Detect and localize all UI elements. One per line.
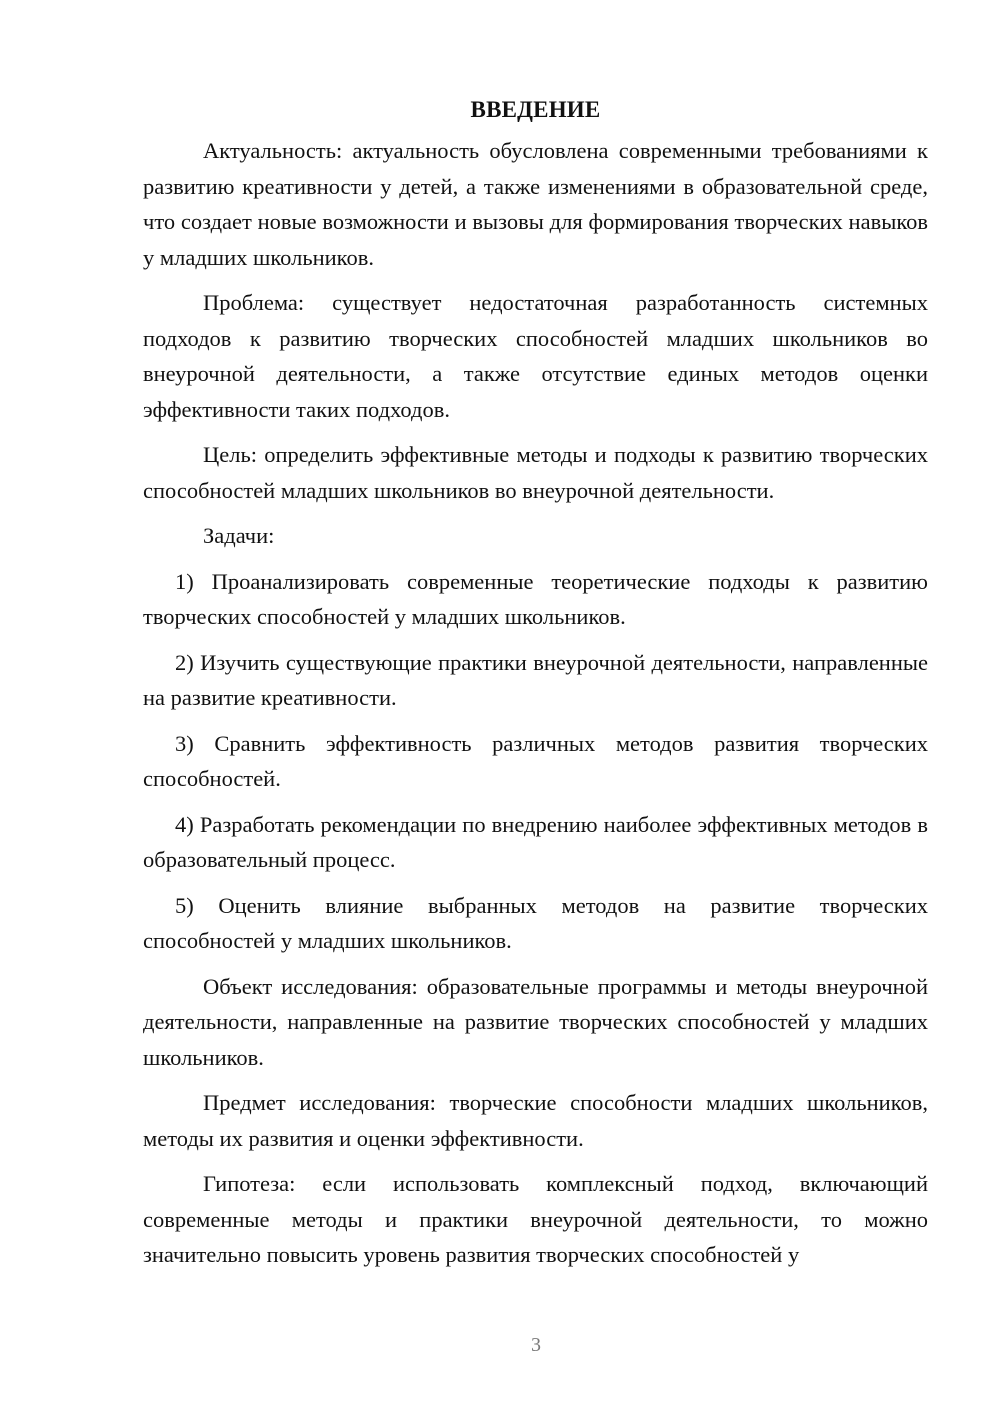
task-item: 5) Оценить влияние выбранных методов на развитие творческих способностей у младших школьников. [143,892,928,953]
tasks-heading: Задачи: [203,523,275,548]
paragraph-problem: Проблема: существует недостаточная разработанность системных подходов к развитию творческих способностей младших школьников во внеурочной деятельности, а также отсутствие единых методов оценки эффективности таких подходов. [143,290,928,422]
document-page [143,92,928,1283]
section-title: ВВЕДЕНИЕ [470,97,601,122]
paragraph-relevance: Актуальность: актуальность обусловлена современными требованиями к развитию креативности у детей, а также изменениями в образовательной среде, что создает новые возможности и вызовы для формирования творческих навыков у младших школьников. [143,138,928,270]
paragraph-goal: Цель: определить эффективные методы и подходы к развитию творческих способностей младших школьников во внеурочной деятельности. [143,442,928,503]
task-item: 1) Проанализировать современные теоретические подходы к развитию творческих способностей у младших школьников. [143,568,928,629]
task-item: 2) Изучить существующие практики внеурочной деятельности, направленные на развитие креативности. [143,649,928,710]
task-item: 3) Сравнить эффективность различных методов развития творческих способностей. [143,730,928,791]
paragraph-object: Объект исследования: образовательные программы и методы внеурочной деятельности, направленные на развитие творческих способностей у младших школьников. [143,973,928,1070]
task-item: 4) Разработать рекомендации по внедрению наиболее эффективных методов в образовательный процесс. [143,811,928,872]
page-number: 3 [531,1334,541,1356]
paragraph-hypothesis: Гипотеза: если использовать комплексный подход, включающий современные методы и практики внеурочной деятельности, то можно значительно повысить уровень развития творческих способностей у [143,1171,928,1267]
paragraph-subject: Предмет исследования: творческие способности младших школьников, методы их развития и оценки эффективности. [143,1090,928,1151]
